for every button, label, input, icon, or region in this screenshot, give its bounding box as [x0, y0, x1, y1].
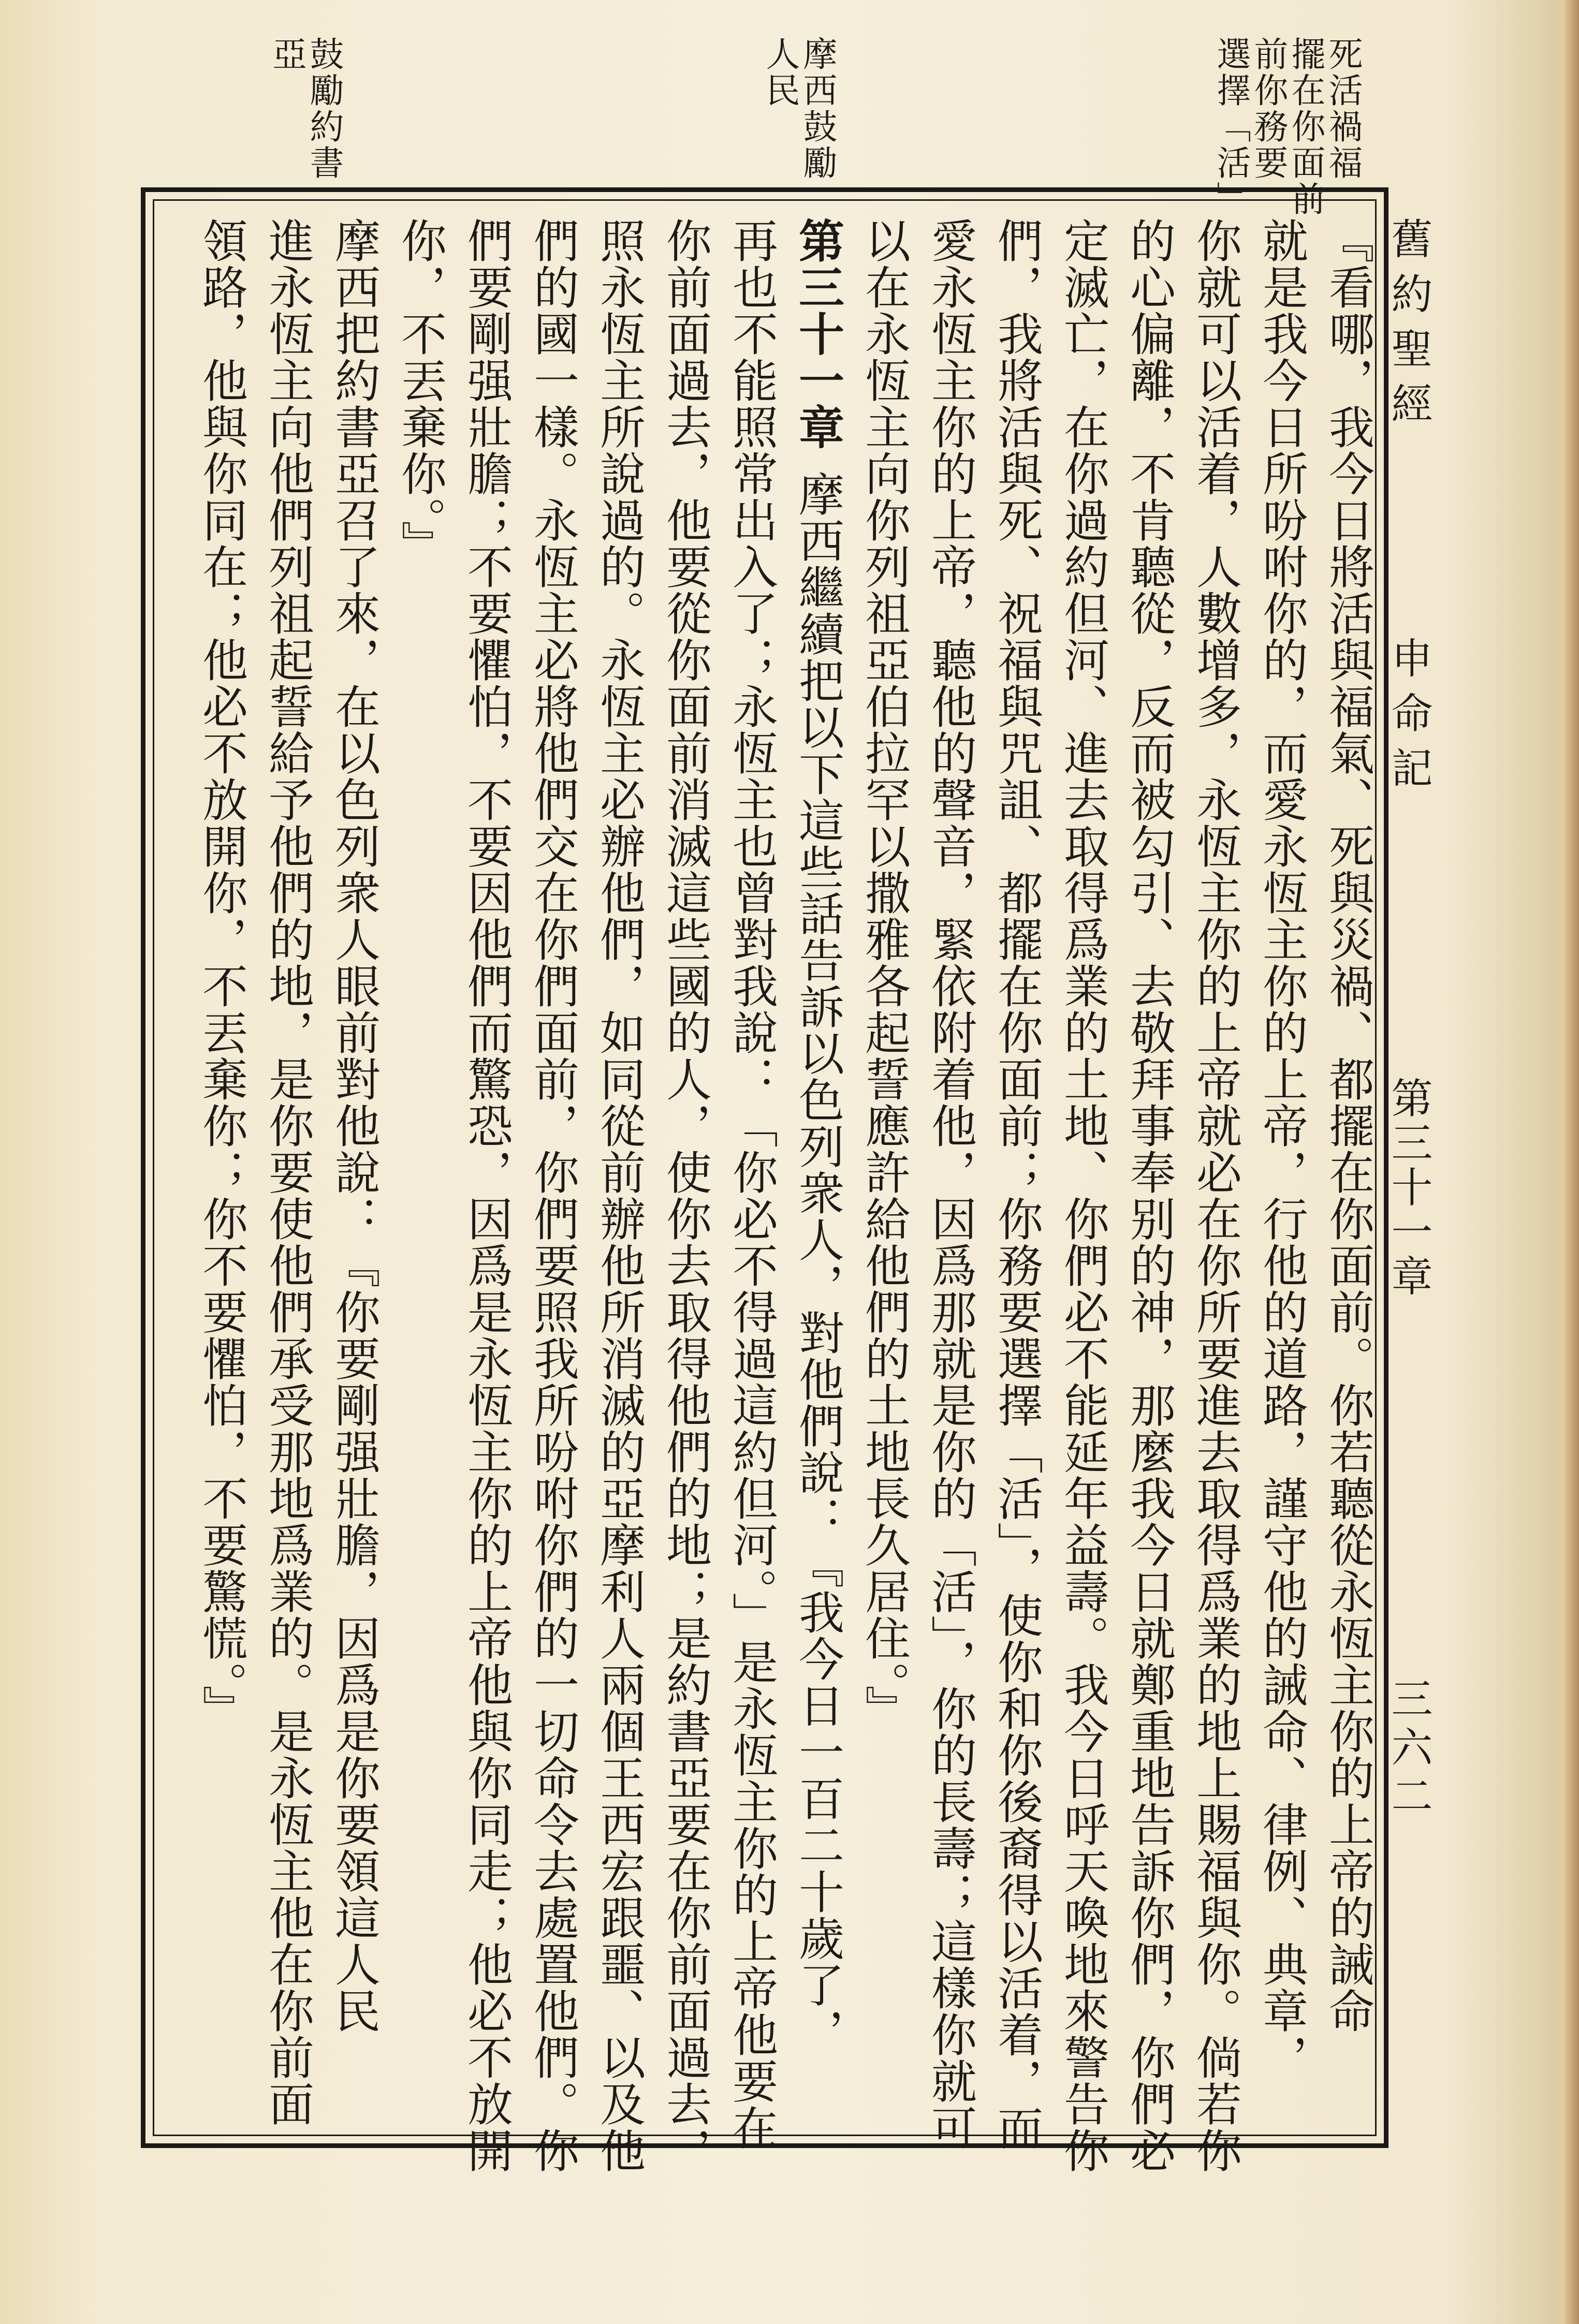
- running-header-chapter: 第三十一章: [1384, 1077, 1432, 1299]
- text-column: 領路，他與你同在；他必不放開你，不丟棄你；你不要懼怕，不要驚慌。』: [195, 217, 248, 1732]
- page-edge: [1561, 0, 1579, 2324]
- text-column: 們，我將活與死、祝福與咒詛、都擺在你面前；你務要選擇「活」，使你和你後裔得以活着，而: [990, 217, 1044, 2151]
- chapter-heading-column: [792, 217, 845, 2055]
- margin-note-line: 死活禍福: [1323, 36, 1363, 181]
- text-column: 進永恆主向他們列祖起誓給予他們的地，是你要使他們承受那地爲業的。是永恆主他在你前面: [261, 217, 315, 2127]
- margin-note-line: 人民: [760, 36, 800, 109]
- text-column: 們的國一樣。永恆主必將他們交在你們面前，你們要照我所吩咐你們的一切命令去處置他們。你: [527, 217, 580, 2174]
- text-column: 就是我今日所吩咐你的，而愛永恆主你的上帝，行他的道路，謹守他的誡命、律例、典章，: [1255, 217, 1309, 2081]
- text-column: 以在永恆主向你列祖亞伯拉罕以撒雅各起誓應許給他們的土地長久居住。』: [858, 217, 911, 1732]
- margin-note-line: 鼓勵約書: [304, 36, 344, 181]
- text-column: 你，不丟棄你。』: [394, 217, 447, 567]
- text-column: 摩西把約書亞召了來，在以色列衆人眼前對他說：『你要剛强壯膽，因爲是你要領這人民: [328, 217, 381, 2034]
- chapter-heading: 第三十一章: [792, 217, 845, 450]
- running-header-book: 舊約聖經: [1384, 217, 1432, 437]
- text-column: 的心偏離，不肯聽從，反而被勾引、去敬拜事奉别的神，那麼我今日就鄭重地告訴你們，你們必: [1123, 217, 1176, 2174]
- page-number: 三六二: [1384, 1677, 1432, 1823]
- text-column: 定滅亡，在你過約但河、進去取得爲業的土地、你們必不能延年益壽。我今日呼天喚地來警告你: [1057, 217, 1110, 2174]
- margin-note-line: 亞: [267, 36, 306, 72]
- text-column: 照永恆主所說過的。永恆主必辦他們，如同從前辦他所消滅的亞摩利人兩個王西宏跟噩、以及他: [593, 217, 646, 2174]
- margin-note-line: 選擇「活」: [1211, 36, 1251, 217]
- margin-note-line: 摩西鼓勵: [797, 36, 837, 181]
- text-column: 愛永恆主你的上帝，聽他的聲音，緊依附着他，因爲那就是你的「活」，你的長壽；這樣你就可: [924, 217, 977, 2151]
- chapter-intro-text: 摩西繼續把以下這些話告訴以色列衆人，對他們說：『我今日一百二十歲了，: [792, 471, 845, 2055]
- running-header-title: 申命記: [1384, 637, 1432, 801]
- text-column: 你就可以活着，人數增多，永恆主你的上帝就必在你所要進去取得爲業的地上賜福與你。倘若你: [1189, 217, 1242, 2174]
- text-column: 『看哪，我今日將活與福氣、死與災禍、都擺在你面前。你若聽從永恆主你的上帝的誡命: [1322, 217, 1375, 2034]
- margin-note-line: 前你務要: [1248, 36, 1288, 181]
- text-column: 們要剛强壯膽；不要懼怕，不要因他們而驚恐，因爲是永恆主你的上帝他與你同走；他必不放開: [460, 217, 514, 2174]
- text-column: 再也不能照常出入了；永恆主也曾對我說：「你必不得過這約但河。」是永恆主你的上帝他要在: [725, 217, 779, 2151]
- text-column: 你前面過去，他要從你面前消滅這些國的人，使你去取得他們的地；是約書亞要在你前面過去，: [659, 217, 712, 2174]
- margin-note-line: 擺在你面前: [1285, 36, 1325, 217]
